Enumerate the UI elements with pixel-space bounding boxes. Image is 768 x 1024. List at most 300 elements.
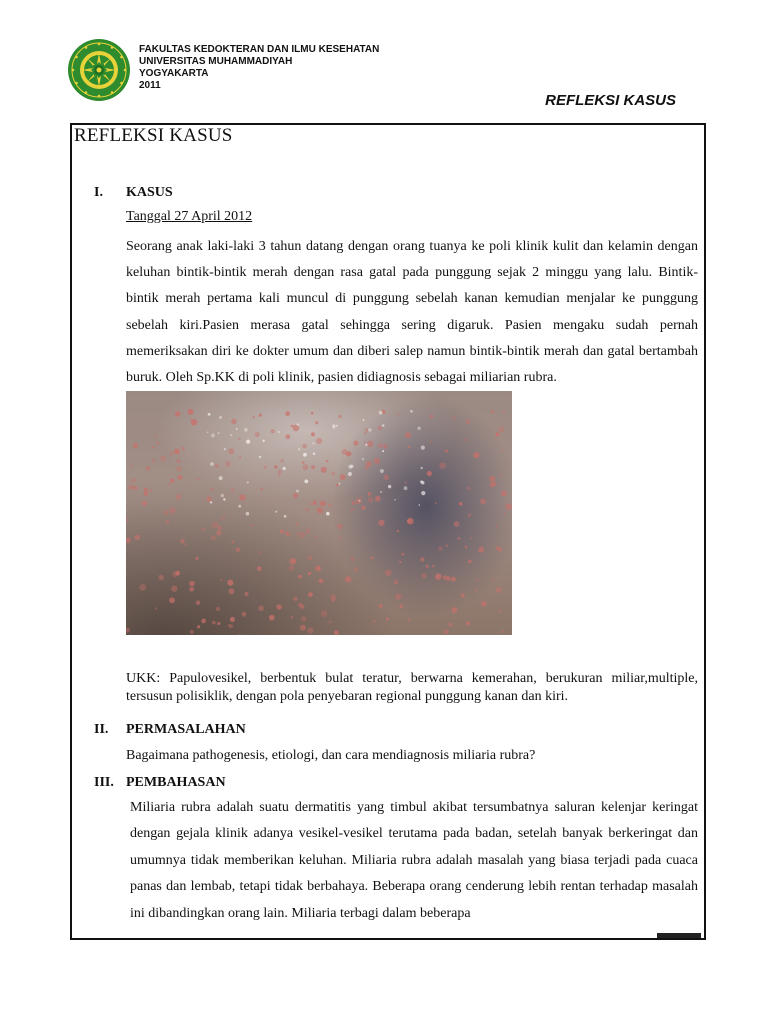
vesicle-highlight — [284, 515, 287, 518]
papule-dot — [337, 524, 343, 530]
papule-dot — [302, 444, 306, 448]
papule-dot — [144, 488, 148, 492]
papule-dot — [223, 516, 225, 518]
page-number-fragment — [657, 933, 701, 938]
papule-dot — [340, 537, 343, 540]
papule-dot — [421, 573, 426, 578]
papule-dot — [303, 464, 309, 470]
papule-dot — [169, 597, 175, 603]
papule-dot — [498, 610, 501, 613]
papule-dot — [385, 570, 391, 576]
papule-dot — [439, 462, 446, 469]
papule-dot — [231, 488, 235, 492]
papule-dot — [229, 589, 235, 595]
papule-dot — [298, 575, 302, 579]
vesicle-highlight — [236, 428, 238, 430]
papule-dot — [185, 544, 188, 547]
papule-dot — [451, 607, 457, 613]
papule-dot — [432, 565, 434, 567]
papule-dot — [399, 561, 401, 563]
vesicle-highlight — [410, 410, 413, 413]
papule-dot — [350, 557, 354, 561]
papule-dot — [269, 615, 275, 621]
papule-dot — [340, 474, 346, 480]
papule-dot — [451, 577, 456, 582]
papule-dot — [395, 593, 402, 600]
papule-dot — [459, 502, 463, 506]
papule-dot — [320, 501, 326, 507]
papule-dot — [156, 442, 159, 445]
vesicle-highlight — [244, 428, 248, 432]
vesicle-highlight — [420, 467, 423, 470]
papule-dot — [315, 566, 321, 572]
papule-dot — [144, 492, 148, 496]
papule-dot — [130, 465, 133, 468]
papule-dot — [331, 472, 335, 476]
vesicle-highlight — [221, 494, 224, 497]
papule-dot — [378, 520, 384, 526]
papule-dot — [197, 478, 199, 480]
papule-dot — [386, 618, 389, 621]
papule-dot — [227, 580, 233, 586]
vesicle-highlight — [365, 444, 368, 447]
papule-dot — [131, 478, 136, 483]
university-seal-icon — [67, 38, 131, 102]
papule-dot — [245, 592, 249, 596]
papule-dot — [370, 556, 373, 559]
vesicle-highlight — [404, 486, 408, 490]
papule-dot — [481, 601, 487, 607]
papule-dot — [261, 488, 263, 490]
papule-dot — [430, 440, 433, 443]
papule-dot — [427, 471, 432, 476]
papule-dot — [397, 413, 400, 416]
papule-dot — [302, 461, 305, 464]
papule-dot — [461, 594, 465, 598]
papule-dot — [170, 479, 174, 483]
papule-dot — [126, 628, 130, 633]
papule-dot — [291, 425, 293, 427]
papule-dot — [298, 602, 302, 606]
papule-dot — [445, 449, 449, 453]
vesicle-highlight — [418, 427, 421, 430]
papule-dot — [375, 496, 381, 502]
papule-dot — [468, 513, 472, 517]
vesicle-highlight — [218, 432, 220, 434]
vesicle-highlight — [326, 512, 330, 516]
papule-dot — [231, 541, 234, 544]
vesicle-highlight — [303, 453, 307, 457]
papule-dot — [453, 417, 455, 419]
papule-dot — [465, 439, 468, 442]
vesicle-highlight — [338, 483, 340, 485]
papule-dot — [175, 411, 181, 417]
papule-dot — [132, 486, 135, 489]
papule-dot — [405, 432, 411, 438]
vesicle-highlight — [238, 505, 241, 508]
papule-dot — [489, 482, 494, 487]
clinical-photo — [126, 391, 512, 635]
papule-dot — [142, 501, 147, 506]
vesicle-highlight — [420, 480, 423, 483]
papule-dot — [467, 487, 470, 490]
vesicle-highlight — [368, 428, 372, 432]
papule-dot — [280, 530, 284, 534]
papule-dot — [364, 432, 366, 434]
papule-dot — [475, 589, 477, 591]
papule-dot — [126, 538, 131, 544]
vesicle-highlight — [421, 491, 425, 495]
papule-dot — [290, 616, 293, 619]
papule-dot — [189, 587, 194, 592]
papule-dot — [305, 508, 309, 512]
papule-dot — [315, 421, 318, 424]
papule-dot — [168, 483, 170, 485]
papule-dot — [277, 469, 282, 474]
section-number: II. — [94, 722, 109, 737]
papule-dot — [169, 507, 176, 514]
papule-dot — [152, 459, 155, 462]
papule-dot — [149, 489, 152, 492]
papule-dot — [316, 438, 322, 444]
vesicle-highlight — [247, 481, 249, 483]
vesicle-highlight — [350, 465, 353, 468]
vesicle-highlight — [362, 458, 364, 460]
papule-dot — [367, 441, 373, 447]
vesicle-highlight — [219, 476, 223, 480]
vesicle-highlight — [208, 413, 211, 416]
papule-dot — [408, 446, 411, 449]
papule-dot — [378, 426, 382, 430]
papule-dot — [473, 452, 479, 458]
papule-dot — [311, 465, 315, 469]
papule-dot — [346, 451, 351, 456]
vesicle-highlight — [380, 491, 382, 493]
papule-dot — [216, 607, 220, 611]
case-paragraph: Seorang anak laki-laki 3 tahun datang dengan orang tuanya ke poli klinik kulit dan kelamin dengan keluhan bintik-bintik merah dengan rasa gatal pada punggung sejak 2 minggu yang lalu. Bintik- bintik merah pertama kali muncul di punggung sebelah kanan kemudian menjalar ke punggung sebelah kiri.Pasien merasa gatal sehingga sering digaruk. Pasien mengaku sudah pernah memeriksakan diri ke dokter umum dan diberi salep namun bintik-bintik merah dan gatal bertambah buruk. Oleh Sp.KK di poli klinik, pasien didiagnosis sebagai miliarian rubra. — [126, 239, 698, 386]
vesicle-highlight — [382, 450, 384, 452]
section-number: I. — [94, 185, 103, 200]
papule-dot — [293, 493, 298, 498]
papule-dot — [201, 527, 205, 531]
papule-dot — [225, 461, 231, 467]
papule-dot — [300, 625, 306, 631]
papule-dot — [215, 464, 219, 468]
papule-dot — [345, 576, 351, 582]
papule-dot — [190, 630, 194, 634]
institution-year: 2011 — [139, 80, 161, 91]
papule-dot — [495, 525, 497, 527]
papule-dot — [426, 565, 429, 568]
institution-block — [139, 44, 379, 92]
papule-dot — [497, 547, 501, 551]
papule-dot — [301, 616, 306, 621]
papule-dot — [501, 491, 506, 496]
discussion-paragraph: Miliaria rubra adalah suatu dermatitis yang timbul akibat tersumbatnya saluran kelenjar keringat dengan gejala klinik adanya vesikel-vesikel terutama pada badan, setelah banyak berkeringat dan umumnya tidak memberikan keluhan. Miliaria rubra adalah masalah yang biasa terjadi pada cuaca panas dan lembab, tetapi tidak berbahaya. Beberapa orang cenderung lebih rentan terhadap masalah ini dibandingkan orang lain. Miliaria terbagi dalam beberapa — [130, 800, 698, 921]
papule-dot — [500, 474, 503, 477]
papule-dot — [360, 496, 362, 498]
papule-dot — [165, 520, 169, 524]
papule-dot — [313, 501, 317, 505]
papule-dot — [420, 557, 424, 561]
vesicle-highlight — [394, 499, 396, 501]
papule-dot — [317, 507, 323, 513]
papule-dot — [211, 535, 216, 540]
papule-dot — [305, 528, 310, 533]
papule-dot — [285, 531, 288, 534]
papule-dot — [178, 475, 183, 480]
vesicle-highlight — [210, 462, 214, 466]
papule-dot — [311, 432, 315, 436]
papule-dot — [478, 547, 484, 553]
papule-dot — [290, 558, 297, 565]
papule-dot — [189, 581, 195, 587]
papule-dot — [321, 467, 327, 473]
papule-dot — [238, 437, 241, 440]
papule-dot — [255, 432, 260, 437]
vesicle-highlight — [211, 433, 215, 437]
papule-dot — [383, 444, 388, 449]
papule-dot — [239, 634, 241, 635]
papule-dot — [503, 411, 505, 413]
vesicle-highlight — [278, 431, 280, 433]
papule-dot — [196, 600, 201, 605]
vesicle-highlight — [363, 419, 365, 421]
papule-dot — [443, 629, 449, 635]
papule-dot — [332, 598, 335, 601]
papule-dot — [195, 557, 198, 560]
papule-dot — [299, 532, 305, 538]
papule-dot — [221, 518, 223, 520]
papule-dot — [394, 580, 398, 584]
papule-dot — [274, 465, 277, 468]
papule-dot — [285, 434, 290, 439]
papule-dot — [170, 452, 174, 456]
papule-dot — [155, 607, 157, 609]
papule-dot — [308, 592, 313, 597]
papule-dot — [476, 578, 479, 581]
vesicle-highlight — [382, 424, 385, 427]
papule-dot — [259, 414, 262, 417]
papule-dot — [236, 548, 241, 553]
section-title: PEMBAHASAN — [126, 775, 226, 790]
vesicle-highlight — [223, 498, 226, 501]
section-title: KASUS — [126, 185, 173, 200]
vesicle-highlight — [296, 490, 299, 493]
document-frame — [70, 123, 706, 940]
vesicle-highlight — [304, 480, 308, 484]
papule-dot — [197, 625, 200, 628]
papule-dot — [329, 504, 332, 507]
papule-dot — [176, 466, 181, 471]
papule-dot — [502, 630, 505, 633]
papule-dot — [466, 419, 471, 424]
papule-dot — [399, 604, 403, 608]
papule-dot — [160, 456, 166, 462]
papule-dot — [368, 492, 371, 495]
papule-dot — [171, 586, 177, 592]
papule-dot — [397, 530, 399, 532]
papule-dot — [217, 622, 220, 625]
vesicle-highlight — [297, 423, 299, 425]
papule-dot — [480, 498, 486, 504]
papule-dot — [378, 443, 383, 448]
papule-dot — [133, 443, 138, 448]
vesicle-highlight — [275, 511, 277, 513]
papule-dot — [326, 460, 328, 462]
papule-dot — [492, 579, 494, 581]
vesicle-highlight — [246, 512, 250, 516]
papule-dot — [308, 556, 312, 560]
vesicle-highlight — [380, 469, 384, 473]
papule-dot — [182, 447, 185, 450]
papule-dot — [435, 502, 437, 504]
papule-dot — [211, 488, 214, 491]
papule-dot — [296, 533, 298, 535]
papule-dot — [489, 476, 495, 482]
papule-dot — [251, 524, 253, 526]
papule-dot — [466, 621, 470, 625]
papule-dot — [498, 427, 504, 433]
vesicle-highlight — [313, 442, 315, 444]
papule-dot — [454, 521, 460, 527]
papule-dot — [354, 567, 359, 572]
section-title: PERMASALAHAN — [126, 722, 246, 737]
case-date: Tanggal 27 April 2012 — [126, 209, 253, 224]
papule-dot — [280, 459, 284, 463]
papule-dot — [446, 576, 451, 581]
papule-dot — [239, 494, 245, 500]
vesicle-highlight — [388, 485, 391, 488]
papule-dot — [258, 551, 260, 553]
vesicle-highlight — [262, 440, 264, 442]
papule-dot — [353, 441, 358, 446]
papule-dot — [154, 434, 157, 437]
vesicle-highlight — [259, 456, 261, 458]
vesicle-highlight — [348, 472, 352, 476]
papule-dot — [180, 539, 185, 544]
papule-dot — [258, 605, 264, 611]
papule-dot — [216, 530, 221, 535]
papule-dot — [220, 579, 223, 582]
papule-dot — [383, 474, 389, 480]
papule-dot — [329, 621, 331, 623]
papule-dot — [176, 494, 182, 500]
papule-dot — [285, 411, 290, 416]
papule-dot — [190, 418, 192, 420]
vesicle-highlight — [207, 431, 209, 433]
papule-dot — [212, 522, 219, 529]
papule-dot — [308, 572, 311, 575]
papule-dot — [152, 446, 154, 448]
problem-question: Bagaimana pathogenesis, etiologi, dan cara mendiagnosis miliaria rubra? — [126, 748, 536, 763]
papule-dot — [401, 553, 404, 556]
ukk-description: UKK: Papulovesikel, berbentuk bulat teratur, berwarna kemerahan, berukuran miliar,multiple, tersusun polisiklik, dengan pola penyebaran regional punggung kanan dan kiri. — [126, 671, 698, 704]
vesicle-highlight — [359, 500, 361, 502]
papule-dot — [405, 482, 407, 484]
papule-dot — [212, 621, 216, 625]
institution-line: FAKULTAS KEDOKTERAN DAN ILMU KESEHATAN — [139, 44, 380, 55]
papule-dot — [146, 466, 150, 470]
papule-dot — [175, 571, 180, 576]
papule-dot — [289, 565, 295, 571]
papule-dot — [188, 409, 194, 415]
papule-dot — [229, 624, 233, 628]
papule-dot — [276, 604, 281, 609]
papule-dot — [264, 466, 267, 469]
papule-dot — [139, 584, 146, 591]
papule-dot — [334, 630, 339, 635]
papule-dot — [239, 456, 241, 458]
institution-line: UNIVERSITAS MUHAMMADIYAH — [139, 56, 293, 67]
papule-dot — [374, 458, 381, 465]
papule-dot — [351, 509, 353, 511]
papule-dot — [311, 412, 314, 415]
papule-dot — [242, 612, 247, 617]
institution-line: YOGYAKARTA — [139, 68, 209, 79]
vesicle-highlight — [421, 446, 425, 450]
papule-dot — [468, 560, 472, 564]
papule-dot — [174, 449, 180, 455]
papule-dot — [163, 510, 169, 516]
papule-dot — [373, 620, 375, 622]
papule-dot — [314, 535, 317, 538]
papule-dot — [495, 432, 499, 436]
papule-dot — [228, 448, 234, 454]
papule-dot — [293, 597, 297, 601]
papule-dot — [201, 619, 206, 624]
papule-dot — [465, 546, 468, 549]
papule-dot — [158, 575, 164, 581]
papule-dot — [352, 501, 355, 504]
vesicle-highlight — [298, 448, 300, 450]
papule-dot — [407, 518, 414, 525]
vesicle-highlight — [379, 411, 383, 415]
papule-dot — [257, 566, 262, 571]
vesicle-highlight — [224, 448, 226, 450]
papule-dot — [448, 623, 452, 627]
papule-dot — [176, 459, 180, 463]
vesicle-highlight — [419, 504, 421, 506]
vesicle-highlight — [283, 467, 286, 470]
papule-dot — [501, 450, 504, 453]
papule-dot — [435, 573, 441, 579]
papule-dot — [310, 503, 312, 505]
papule-dot — [366, 461, 372, 467]
papule-dot — [307, 627, 313, 633]
papule-dot — [338, 415, 342, 419]
papule-dot — [491, 410, 495, 414]
vesicle-highlight — [313, 452, 316, 455]
vesicle-highlight — [219, 416, 222, 419]
papule-dot — [135, 535, 140, 540]
papule-dot — [321, 610, 328, 617]
vesicle-highlight — [246, 440, 250, 444]
document-title: REFLEKSI KASUS — [74, 125, 233, 146]
papule-dot — [230, 617, 235, 622]
papule-dot — [457, 537, 460, 540]
papule-dot — [438, 546, 443, 551]
papule-dot — [496, 587, 502, 593]
papule-dot — [378, 605, 381, 608]
papule-dot — [505, 503, 512, 510]
papule-dot — [446, 545, 448, 547]
papule-dot — [336, 484, 339, 487]
papule-dot — [207, 497, 212, 502]
papule-dot — [368, 497, 374, 503]
papule-dot — [361, 506, 365, 510]
section-number: III. — [94, 775, 114, 790]
